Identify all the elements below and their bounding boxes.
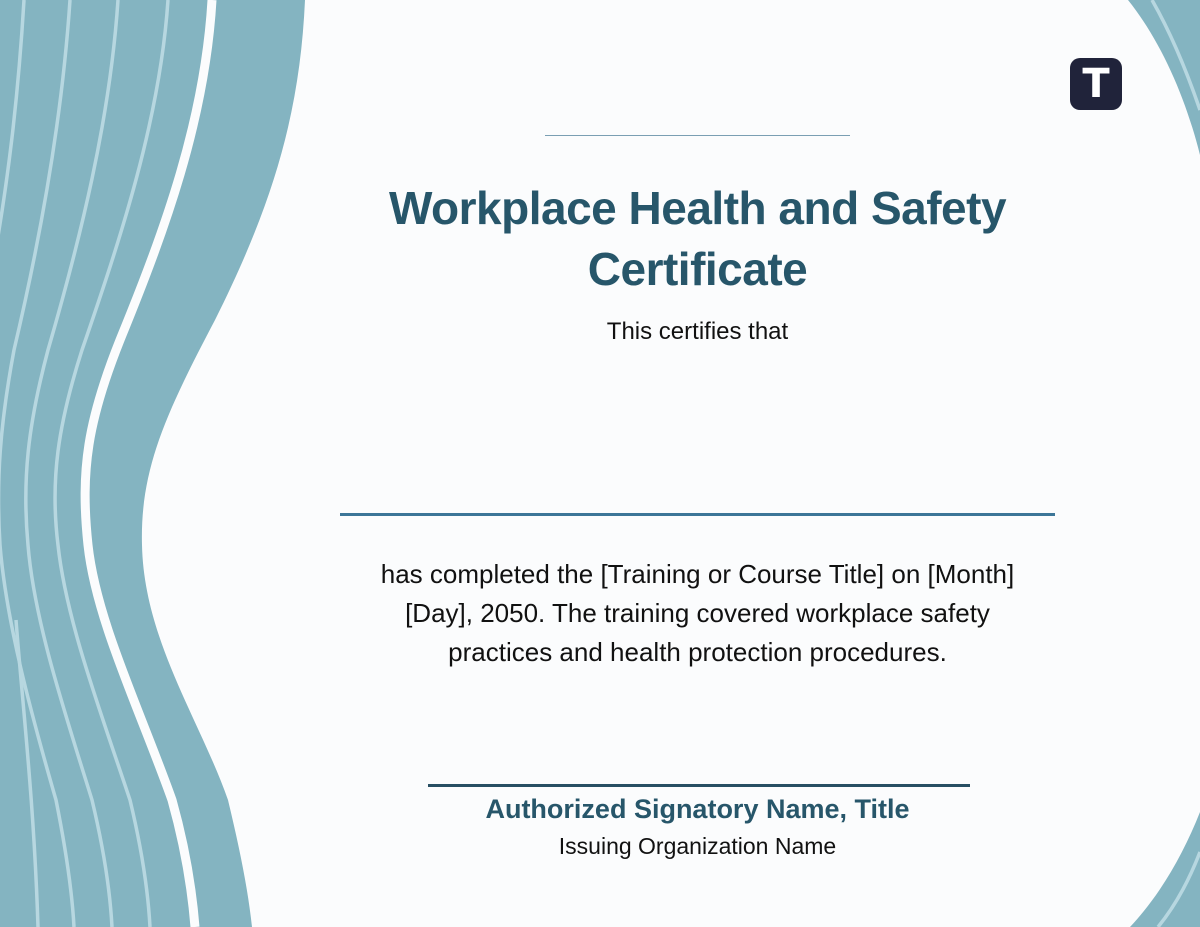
organization-name: Issuing Organization Name <box>558 833 837 859</box>
recipient-name-line <box>340 513 1055 516</box>
t-logo-icon <box>1070 58 1122 110</box>
completion-statement <box>335 555 1060 672</box>
signature-line <box>428 784 970 787</box>
top-divider <box>545 135 850 136</box>
certifies-text: This certifies that <box>606 318 789 345</box>
statement-line-1: has completed the [Training or Course Title] on [Month] <box>380 559 1015 589</box>
bottom-right-wave <box>1130 812 1200 927</box>
left-wave-band <box>0 0 305 927</box>
title-line-1: Workplace Health and Safety <box>388 182 1007 234</box>
logo-letter: T <box>1082 61 1110 107</box>
statement-line-3: practices and health protection procedures. <box>448 637 947 667</box>
title-line-2: Certificate <box>587 243 808 295</box>
signatory-name: Authorized Signatory Name, Title <box>485 794 910 824</box>
statement-line-2: [Day], 2050. The training covered workplace safety <box>405 598 990 628</box>
certificate-title <box>340 178 1055 300</box>
